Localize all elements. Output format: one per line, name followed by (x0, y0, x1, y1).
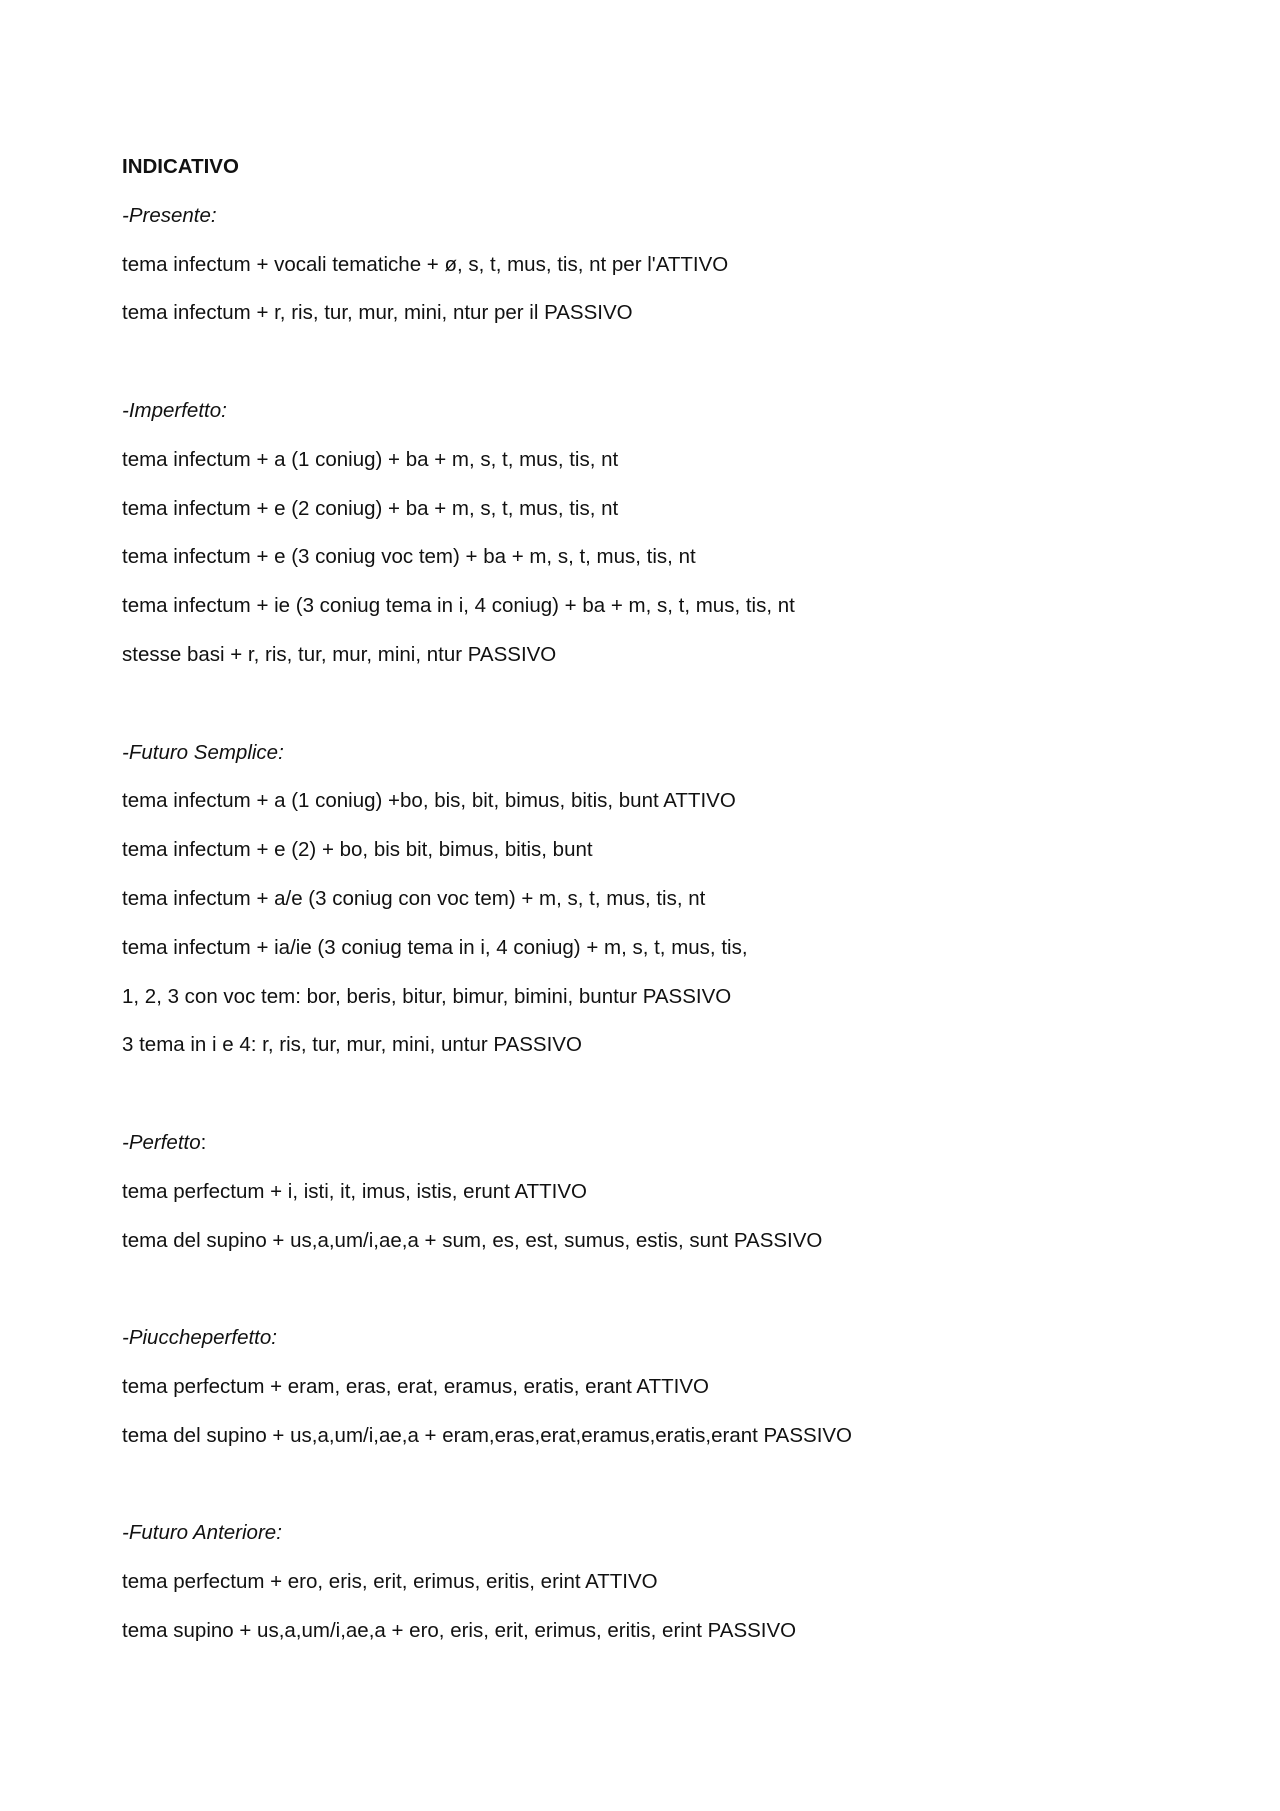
rule-line: tema infectum + a (1 coniug) +bo, bis, bit, bimus, bitis, bunt ATTIVO (122, 789, 736, 813)
rule-line: tema infectum + e (3 coniug voc tem) + ba + m, s, t, mus, tis, nt (122, 545, 696, 569)
rule-line: tema infectum + ia/ie (3 coniug tema in i, 4 coniug) + m, s, t, mus, tis, (122, 935, 748, 959)
rule-line: stesse basi + r, ris, tur, mur, mini, ntur PASSIVO (122, 642, 557, 666)
section-label-futuro-anteriore: -Futuro Anteriore: (122, 1521, 282, 1545)
section-label-presente: -Presente: (122, 203, 217, 227)
blank-line (122, 1473, 1182, 1522)
section-label-text: -Perfetto (122, 1130, 201, 1154)
section-label-futuro-semplice: -Futuro Semplice: (122, 740, 284, 764)
blank-line (122, 1082, 1182, 1131)
blank-line (122, 1277, 1182, 1326)
rule-line: tema infectum + e (2) + bo, bis bit, bimus, bitis, bunt (122, 838, 593, 862)
rule-line: tema supino + us,a,um/i,ae,a + ero, eris, erit, erimus, eritis, erint PASSIVO (122, 1618, 797, 1642)
rule-line: 1, 2, 3 con voc tem: bor, beris, bitur, bimur, bimini, buntur PASSIVO (122, 984, 732, 1008)
rule-line: tema perfectum + i, isti, it, imus, istis, erunt ATTIVO (122, 1179, 587, 1203)
blank-line (122, 692, 1182, 741)
rule-line: tema infectum + a/e (3 coniug con voc tem) + m, s, t, mus, tis, nt (122, 886, 706, 910)
rule-line: tema infectum + a (1 coniug) + ba + m, s, t, mus, tis, nt (122, 447, 619, 471)
blank-line (122, 350, 1182, 399)
rule-line: tema infectum + vocali tematiche + ø, s, t, mus, tis, nt per l'ATTIVO (122, 252, 729, 276)
rule-line: tema del supino + us,a,um/i,ae,a + eram,eras,erat,eramus,eratis,erant PASSIVO (122, 1423, 853, 1447)
section-label-perfetto (122, 1131, 1182, 1180)
rule-line: tema infectum + e (2 coniug) + ba + m, s, t, mus, tis, nt (122, 496, 619, 520)
document-body (122, 155, 1182, 1668)
rule-line: tema perfectum + eram, eras, erat, eramus, eratis, erant ATTIVO (122, 1374, 709, 1398)
rule-line: tema del supino + us,a,um/i,ae,a + sum, es, est, sumus, estis, sunt PASSIVO (122, 1228, 823, 1252)
section-label-piuccheperfetto: -Piuccheperfetto: (122, 1326, 277, 1350)
rule-line: tema infectum + ie (3 coniug tema in i, 4 coniug) + ba + m, s, t, mus, tis, nt (122, 594, 795, 618)
section-label-colon: : (200, 1130, 207, 1154)
document-heading: INDICATIVO (122, 155, 239, 178)
section-label-imperfetto: -Imperfetto: (122, 398, 227, 422)
rule-line: tema infectum + r, ris, tur, mur, mini, ntur per il PASSIVO (122, 301, 633, 325)
rule-line: tema perfectum + ero, eris, erit, erimus, eritis, erint ATTIVO (122, 1570, 658, 1594)
rule-line: 3 tema in i e 4: r, ris, tur, mur, mini, untur PASSIVO (122, 1033, 582, 1057)
